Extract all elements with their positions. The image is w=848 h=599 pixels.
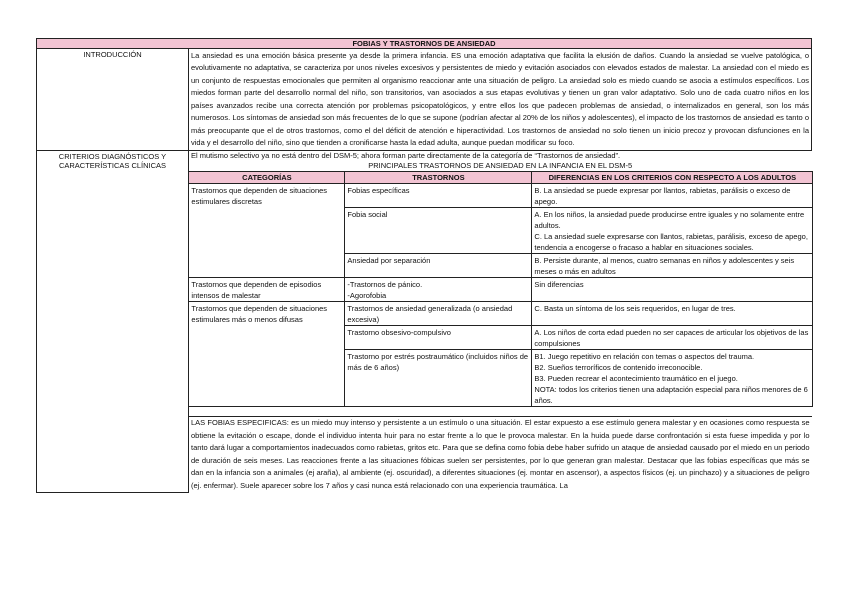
- header-trastornos: TRASTORNOS: [345, 172, 532, 184]
- fobias-especificas-text: LAS FOBIAS ESPECIFICAS: es un miedo muy intenso y persistente a un estímulo o una situación. El estar expuesto a ese estímulo genera malestar y en ocasiones como respuesta se obtiene la evitación o escape, donde el individuo intenta huir para no estar frente a lo que le provoca malestar. En la huida puede darse confrontación si esta fuese impedida y por lo tanto dará lugar a comportamientos inadecuados como rabietas, gritos etc. Para que se defina como fobia debe haber sufrido un ataque de ansiedad causado por el miedo en un periodo de duración de seis meses. Las reacciones frente a las situaciones fóbicas suelen ser persistentes, por lo que generan gran malestar. Destacar que las fobias específicas que más se dan en la infancia son a animales (ej araña), al ambiente (ej. oscuridad), a diferentes situaciones (ej. montar en ascensor), a aspectos físicos (ej. un pinchazo) y a situaciones de peligro (ej. enfermar). Suele aparecer sobre los 7 años y casi nunca está relacionado con una experiencia traumática. La: [189, 416, 812, 492]
- difference-fobias-especificas: B. La ansiedad se puede expresar por llantos, rabietas, parálisis o exceso de apego.: [532, 184, 813, 208]
- spacer: [189, 407, 812, 416]
- dsm5-table-title: PRINCIPALES TRASTORNOS DE ANSIEDAD EN LA INFANCIA EN EL DSM-5: [368, 161, 633, 170]
- disorder-fobias-especificas: Fobias específicas: [345, 184, 532, 208]
- document: [36, 38, 811, 493]
- header-categorias: CATEGORÍAS: [189, 172, 345, 184]
- difference-ansiedad-separacion: B. Persiste durante, al menos, cuatro semanas en niños y adolescentes y seis meses o más en adultos: [532, 254, 813, 278]
- header-diferencias: DIFERENCIAS EN LOS CRITERIOS CON RESPECTO A LOS ADULTOS: [532, 172, 813, 184]
- category-difusas: Trastornos que dependen de situaciones estimulares más o menos difusas: [189, 302, 345, 407]
- difference-tept-b1: B1. Juego repetitivo en relación con temas o aspectos del trauma.: [534, 351, 755, 361]
- disorder-panico: -Trastornos de pánico.: [347, 279, 423, 289]
- difference-ansiedad-generalizada: C. Basta un síntoma de los seis requeridos, en lugar de tres.: [532, 302, 813, 326]
- mutismo-note: El mutismo selectivo ya no está dentro del DSM-5; ahora forman parte directamente de la categoría de “Trastornos de ansiedad”.: [191, 151, 621, 160]
- dsm5-table: [188, 171, 813, 407]
- difference-tept-b2: B2. Sueños terroríficos de contenido irreconocible.: [534, 362, 703, 372]
- disorder-ansiedad-separacion: Ansiedad por separación: [345, 254, 532, 278]
- intro-text: La ansiedad es una emoción básica presente ya desde la primera infancia. ES una emoción adaptativa que facilita la elusión de daños. Cuando la ansiedad se vuelve patológica, o evolutivamente no adaptativa, se caracteriza por unos niveles excesivos y persistentes de miedo y evitación asociados con elevados estados de malestar. La ansiedad con el miedo es un conjunto de respuestas emocionales que permiten al organismo reaccionar ante una situación de peligro. La ansiedad solo es miedo cuando se asocia a estímulos específicos. Los miedos forman parte del desarrollo normal del niño, son transitorios, van asociados a sus etapas evolutivas y tienen un gran valor adaptativo. Solo uno de cada cuatro niños en los países avanzados recibe una correcta atención por problemas psicopatológicos, y entre ellos los que padecen problemas de ansiedad, o internalizados en general, son los más numerosos. Los síntomas de ansiedad son más frecuentes de lo que se supone (podrían afectar al 20% de los niños y adolescentes), el impacto de los trastornos de ansiedad es tanto o más preocupante que el de otros trastornos, como el del déficit de atención e hiperactividad. Los trastornos de ansiedad no solo tienen un inicio precoz y provocan disfunciones en la vida y el desarrollo del niño, sino que tienden a cronificarse hasta la edad adulta, aunque puedan modificar su foco.: [189, 49, 812, 151]
- difference-panico: Sin diferencias: [532, 278, 813, 302]
- category-malestar: Trastornos que dependen de episodios intensos de malestar: [189, 278, 345, 302]
- disorder-ansiedad-generalizada: Trastornos de ansiedad generalizada (o ansiedad excesiva): [345, 302, 532, 326]
- difference-fobia-social: [532, 208, 813, 254]
- intro-label: INTRODUCCIÓN: [37, 49, 189, 151]
- category-discretas: Trastornos que dependen de situaciones estimulares discretas: [189, 184, 345, 278]
- criteria-cell: [189, 151, 812, 493]
- difference-toc: A. Los niños de corta edad pueden no ser capaces de articular los objetivos de las compulsiones: [532, 326, 813, 350]
- page-title: FOBIAS Y TRASTORNOS DE ANSIEDAD: [37, 39, 812, 49]
- disorder-tept: Trastorno por estrés postraumático (incluidos niños de más de 6 años): [345, 350, 532, 407]
- difference-tept: [532, 350, 813, 407]
- difference-tept-b3: B3. Pueden recrear el acontecimiento traumático en el juego.: [534, 373, 738, 383]
- difference-tept-note: NOTA: todos los criterios tienen una adaptación especial para niños menores de 6 años.: [534, 384, 808, 405]
- disorder-panico-agorafobia: [345, 278, 532, 302]
- disorder-fobia-social: Fobia social: [345, 208, 532, 254]
- disorder-agorofobia: -Agorofobia: [347, 290, 387, 300]
- difference-fobia-social-a: A. En los niños, la ansiedad puede producirse entre iguales y no solamente entre adultos.: [534, 209, 805, 230]
- difference-fobia-social-c: C. La ansiedad suele expresarse con llantos, rabietas, parálisis, exceso de apego, tendencia a encogerse o fracaso a hablar en situaciones sociales.: [534, 231, 808, 252]
- main-table: [36, 38, 812, 493]
- disorder-toc: Trastorno obsesivo-compulsivo: [345, 326, 532, 350]
- criteria-label: CRITERIOS DIAGNÓSTICOS Y CARACTERÍSTICAS CLÍNICAS: [37, 151, 189, 493]
